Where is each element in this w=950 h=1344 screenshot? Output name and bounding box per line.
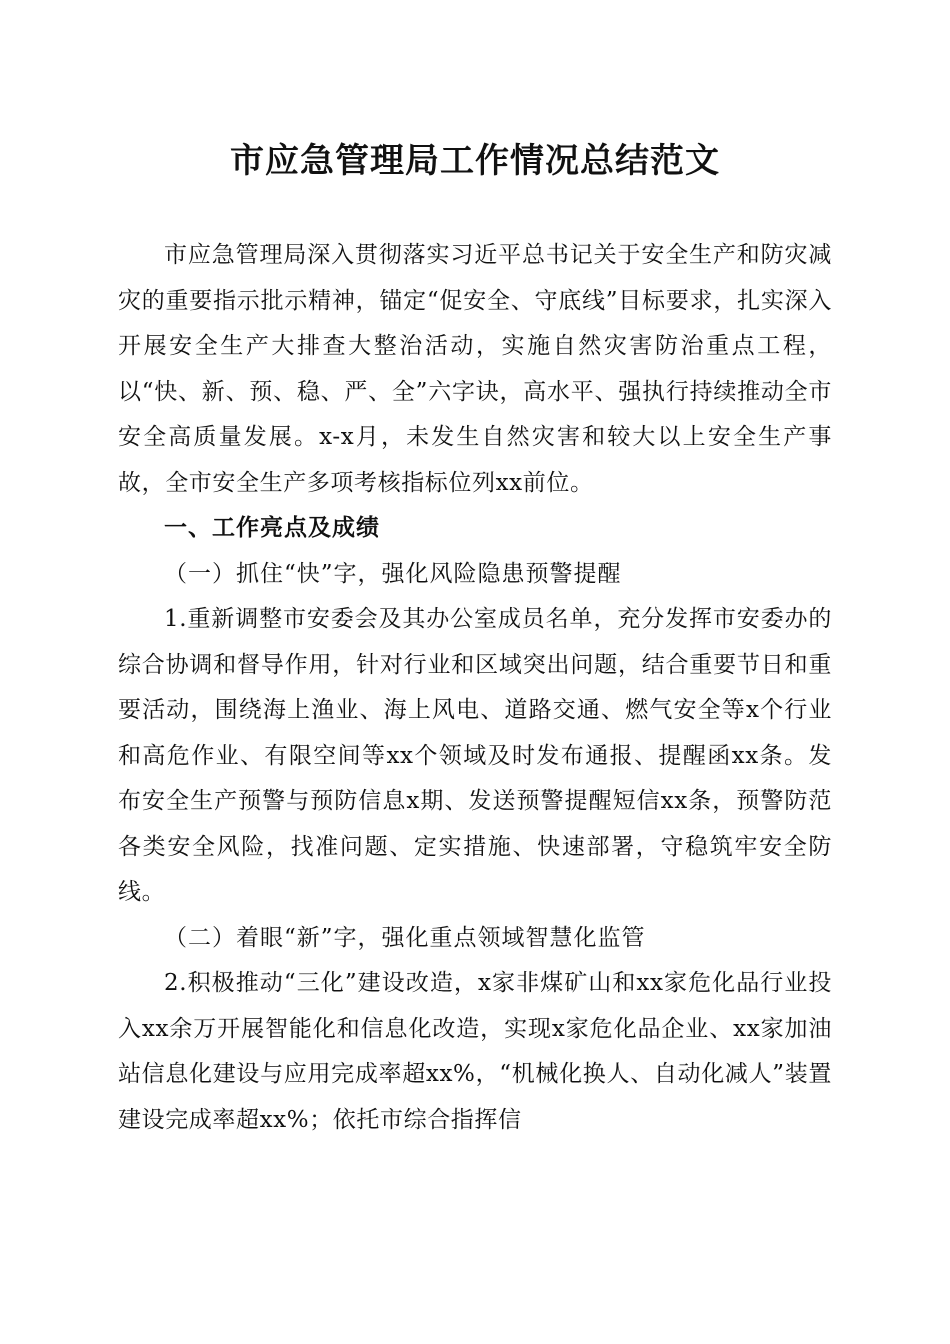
document-title: 市应急管理局工作情况总结范文 <box>230 141 720 181</box>
document-page <box>118 0 832 1344</box>
item-paragraph-1: 1.重新调整市安委会及其办公室成员名单，充分发挥市安委办的综合协调和督导作用，针对行业和区域突出问题，结合重要节日和重要活动，围绕海上渔业、海上风电、道路交通、燃气安全等x个行业和高危作业、有限空间等xx个领域及时发布通报、提醒函xx条。发布安全生产预警与预防信息x期、发送预警提醒短信xx条，预警防范各类安全风险，找准问题、定实措施、快速部署，守稳筑牢安全防线。 <box>118 606 832 905</box>
section-heading-1: 一、工作亮点及成绩 <box>164 515 380 541</box>
subsection-heading-2: （二）着眼“新”字，强化重点领域智慧化监管 <box>164 924 646 951</box>
item-paragraph-2: 2.积极推动“三化”建设改造，x家非煤矿山和xx家危化品行业投入xx余万开展智能化和信息化改造，实现x家危化品企业、xx家加油站信息化建设与应用完成率超xx%，“机械化换人、自动化减人”装置建设完成率超xx%；依托市综合指挥信 <box>118 970 832 1133</box>
subsection-heading-1: （一）抓住“快”字，强化风险隐患预警提醒 <box>164 560 622 587</box>
document-body <box>118 233 832 1143</box>
intro-paragraph: 市应急管理局深入贯彻落实习近平总书记关于安全生产和防灾减灾的重要指示批示精神，锚定“促安全、守底线”目标要求，扎实深入开展安全生产大排查大整治活动，实施自然灾害防治重点工程，以“快、新、预、稳、严、全”六字诀，高水平、强执行持续推动全市安全高质量发展。x-x月，未发生自然灾害和较大以上安全生产事故，全市安全生产多项考核指标位列xx前位。 <box>118 242 832 496</box>
